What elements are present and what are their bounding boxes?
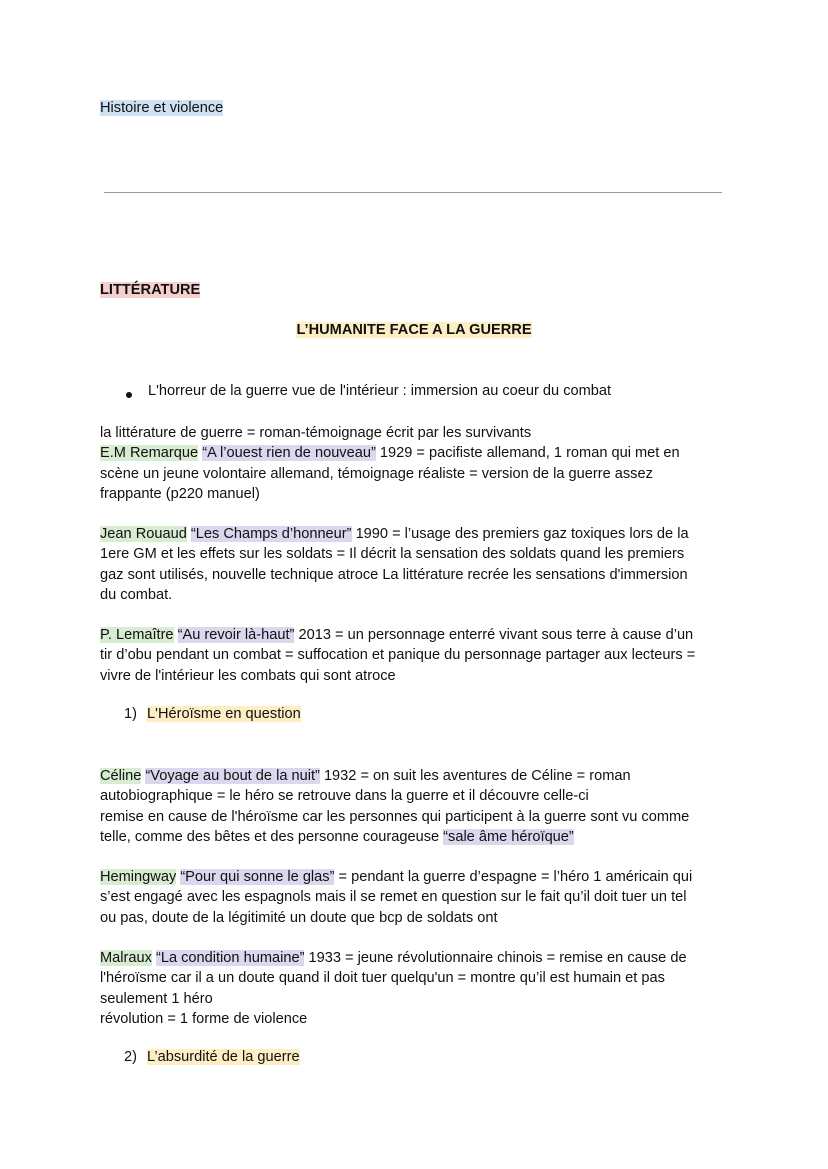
subheading-label: L'Héroïsme en question — [147, 706, 301, 722]
hemingway-line-1 — [100, 867, 730, 887]
malraux-line-4: révolution = 1 forme de violence — [100, 1010, 308, 1027]
malraux-line-3: seulement 1 héro — [100, 990, 213, 1007]
author-hemingway: Hemingway — [100, 869, 177, 885]
malraux-line-1 — [100, 948, 730, 968]
horizontal-rule — [104, 192, 722, 193]
celine-line-2: autobiographique = le héro se retrouve dans la guerre et il découvre celle-ci — [100, 788, 589, 805]
celine-line-4 — [100, 827, 730, 847]
rouaud-rest: 1990 = l’usage des premiers gaz toxiques lors de la — [351, 526, 689, 542]
lemaitre-rest: 2013 = un personnage enterré vivant sous terre à cause d’un — [294, 627, 694, 643]
subheading-label: L’absurdité de la guerre — [147, 1049, 300, 1065]
hemingway-rest: = pendant la guerre d’espagne = l’héro 1 américain qui — [334, 869, 693, 885]
section-heading — [100, 282, 200, 298]
paragraph-remarque — [100, 423, 730, 504]
work-lemaitre: “Au revoir là-haut” — [177, 627, 295, 643]
doc-title — [100, 100, 223, 116]
remarque-line-3: frappante (p220 manuel) — [100, 485, 260, 502]
paragraph-lemaitre — [100, 625, 730, 686]
celine-rest: 1932 = on suit les aventures de Céline = roman — [319, 768, 631, 784]
work-remarque: “A l’ouest rien de nouveau” — [202, 445, 376, 462]
lemaitre-line-1 — [100, 625, 730, 645]
bullet-icon — [126, 392, 132, 398]
section-heading-text: LITTÉRATURE — [100, 282, 201, 298]
hemingway-line-3: ou pas, doute de la légitimité un doute que bcp de soldats ont — [100, 909, 498, 926]
rouaud-line-4: du combat. — [100, 586, 173, 603]
remarque-rest: 1929 = pacifiste allemand, 1 roman qui met en — [375, 445, 680, 462]
rouaud-line-3: gaz sont utilisés, nouvelle technique atroce La littérature recrée les sensations d'immersion — [100, 566, 688, 583]
author-celine: Céline — [100, 768, 142, 784]
subheading-number: 1) — [124, 706, 137, 722]
subheading-number: 2) — [124, 1049, 137, 1065]
work-hemingway: “Pour qui sonne le glas” — [180, 869, 335, 885]
quote-celine: “sale âme héroïque” — [443, 828, 574, 845]
celine-line-4-text: telle, comme des bêtes et des personne courageuse — [100, 828, 444, 845]
author-rouaud: Jean Rouaud — [100, 526, 187, 542]
doc-title-text: Histoire et violence — [100, 100, 224, 116]
lemaitre-line-2: tir d’obu pendant un combat = suffocation et panique du personnage partager aux lecteurs = — [100, 647, 696, 664]
paragraph-celine — [100, 766, 730, 847]
remarque-line-2: scène un jeune volontaire allemand, témoignage réaliste = version de la guerre assez — [100, 465, 653, 482]
malraux-line-2: l'héroïsme car il a un doute quand il doit tuer quelqu'un = montre qu’il est humain et pas — [100, 970, 665, 987]
subheading-absurdite — [124, 1049, 300, 1065]
lemaitre-line-3: vivre de l'intérieur les combats qui sont atroce — [100, 667, 396, 684]
subheading-heroisme — [124, 706, 301, 722]
celine-line-3: remise en cause de l'héroïsme car les personnes qui participent à la guerre sont vu comme — [100, 808, 690, 825]
remarque-line-1 — [100, 443, 730, 463]
author-malraux: Malraux — [100, 950, 152, 966]
paragraph-rouaud — [100, 524, 730, 605]
malraux-rest: 1933 = jeune révolutionnaire chinois = remise en cause de — [304, 950, 687, 966]
paragraph-hemingway — [100, 867, 730, 928]
work-malraux: “La condition humaine” — [155, 950, 305, 966]
author-remarque: E.M Remarque — [100, 445, 199, 462]
bullet-item: L'horreur de la guerre vue de l'intérieur : immersion au coeur du combat — [148, 383, 612, 399]
work-celine: “Voyage au bout de la nuit” — [145, 768, 320, 784]
paragraph-malraux — [100, 948, 730, 1029]
main-title-text: L’HUMANITE FACE A LA GUERRE — [296, 322, 532, 338]
author-lemaitre: P. Lemaître — [100, 627, 174, 643]
main-title — [0, 322, 828, 338]
work-rouaud: “Les Champs d’honneur” — [190, 526, 352, 542]
rouaud-line-2: 1ere GM et les effets sur les soldats = Il décrit la sensation des soldats quand les premiers — [100, 546, 685, 563]
rouaud-line-1 — [100, 524, 730, 544]
celine-line-1 — [100, 766, 730, 786]
intro-line: la littérature de guerre = roman-témoignage écrit par les survivants — [100, 425, 532, 441]
hemingway-line-2: s’est engagé avec les espagnols mais il se remet en question sur le fait qu’il doit tuer un tel — [100, 889, 687, 906]
